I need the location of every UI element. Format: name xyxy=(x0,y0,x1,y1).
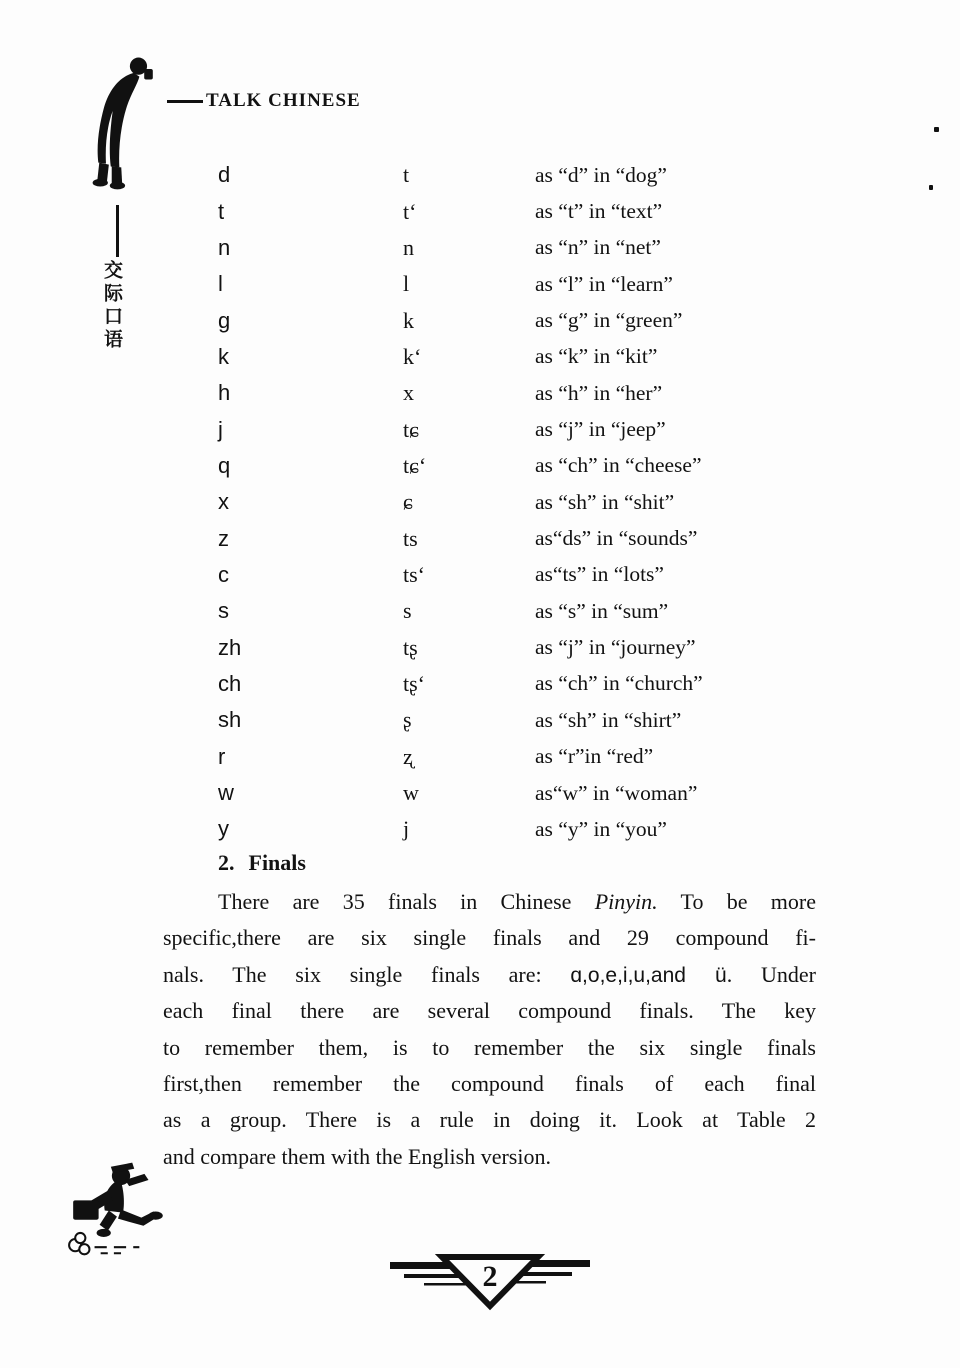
paragraph-line xyxy=(163,884,816,920)
ipa-symbol: ʂ xyxy=(403,707,412,733)
table-row xyxy=(218,775,838,811)
ipa-symbol: t‘ xyxy=(403,198,417,224)
pinyin-initial: j xyxy=(218,416,223,442)
page-number: 2 xyxy=(482,1260,498,1293)
pinyin-initial: n xyxy=(218,234,231,260)
paragraph-text: To be more xyxy=(657,889,816,914)
english-gloss: as “r”in “red” xyxy=(535,744,654,769)
ipa-symbol: tʂ xyxy=(403,634,418,660)
english-gloss: as “n” in “net” xyxy=(535,235,661,260)
finals-paragraph xyxy=(163,884,816,1175)
pinyin-initial: k xyxy=(218,343,229,369)
pinyin-initial: s xyxy=(218,598,229,624)
paragraph-line: and compare them with the English version. xyxy=(163,1143,551,1169)
page-number-ornament xyxy=(390,1250,590,1312)
english-gloss: as “sh” in “shit” xyxy=(535,489,675,514)
table-row xyxy=(218,448,838,484)
table-row xyxy=(218,593,838,629)
paragraph-line: as a group. There is a rule in doing it. Look at Table 2 xyxy=(163,1107,816,1133)
table-row xyxy=(218,157,838,193)
table-row xyxy=(218,739,838,775)
table-row xyxy=(218,375,838,411)
table-row xyxy=(218,266,838,302)
english-gloss: as “h” in “her” xyxy=(535,380,663,405)
table-row xyxy=(218,666,838,702)
english-gloss: as“ts” in “lots” xyxy=(535,562,664,587)
english-gloss: as “y” in “you” xyxy=(535,816,667,841)
english-gloss: as “ch” in “church” xyxy=(535,671,703,696)
ipa-symbol: j xyxy=(403,816,410,842)
ipa-symbol: k xyxy=(403,307,414,333)
header-rule xyxy=(167,100,203,103)
running-man-icon xyxy=(64,1155,176,1263)
pinyin-initial: ch xyxy=(218,670,242,696)
pinyin-initial: z xyxy=(218,525,229,551)
pinyin-initial: q xyxy=(218,452,231,478)
pinyin-initial: l xyxy=(218,271,223,297)
section-heading xyxy=(218,850,306,876)
ipa-symbol: x xyxy=(403,380,414,406)
english-gloss: as “d” in “dog” xyxy=(535,162,667,187)
paragraph-line: first,then remember the compound finals of each final xyxy=(163,1070,816,1096)
english-gloss: as “t” in “text” xyxy=(535,199,663,224)
series-title-vertical: 交际口语 xyxy=(101,260,122,352)
paragraph-text: . Under xyxy=(726,961,816,987)
english-gloss: as “g” in “green” xyxy=(535,308,683,333)
paragraph-line: each final there are several compound finals. The key xyxy=(163,998,816,1024)
english-gloss: as “l” in “learn” xyxy=(535,271,673,296)
paragraph-text: nals. The six single finals are: xyxy=(163,961,571,987)
sidebar-rule xyxy=(116,205,119,257)
ipa-symbol: tʂ‘ xyxy=(403,670,425,696)
pinyin-initial: r xyxy=(218,743,226,769)
pinyin-initial: w xyxy=(218,780,234,806)
paragraph-line: to remember them, is to remember the six single finals xyxy=(163,1034,816,1060)
english-gloss: as “k” in “kit” xyxy=(535,344,658,369)
ipa-symbol: n xyxy=(403,234,414,260)
english-gloss: as“w” in “woman” xyxy=(535,780,698,805)
paragraph-line xyxy=(163,957,816,993)
section-number: 2. xyxy=(218,850,235,875)
pinyin-initial: x xyxy=(218,489,229,515)
ipa-symbol: s xyxy=(403,598,412,624)
section-title: Finals xyxy=(248,850,306,875)
talking-man-icon xyxy=(84,52,170,194)
english-gloss: as “j” in “journey” xyxy=(535,635,696,660)
pinyin-initial: t xyxy=(218,198,225,224)
table-row xyxy=(218,411,838,447)
ipa-symbol: k‘ xyxy=(403,343,422,369)
ipa-symbol: l xyxy=(403,271,410,297)
table-row xyxy=(218,557,838,593)
table-row xyxy=(218,339,838,375)
table-row xyxy=(218,811,838,847)
pinyin-initial: y xyxy=(218,816,229,842)
ipa-symbol: ɕ xyxy=(403,489,413,515)
english-gloss: as “ch” in “cheese” xyxy=(535,453,702,478)
english-gloss: as“ds” in “sounds” xyxy=(535,526,698,551)
pinyin-initial: zh xyxy=(218,634,242,660)
scan-speck xyxy=(929,185,933,190)
table-row xyxy=(218,230,838,266)
ipa-symbol: tɕ xyxy=(403,416,419,442)
english-gloss: as “j” in “jeep” xyxy=(535,417,666,442)
table-row xyxy=(218,520,838,556)
english-gloss: as “sh” in “shirt” xyxy=(535,707,682,732)
table-row xyxy=(218,702,838,738)
table-row xyxy=(218,193,838,229)
single-finals-list: ɑ,o,e,i,u,and ü xyxy=(570,963,727,987)
english-gloss: as “s” in “sum” xyxy=(535,598,669,623)
scan-speck xyxy=(934,127,939,132)
pinyin-initial: d xyxy=(218,162,231,188)
ipa-symbol: tɕ‘ xyxy=(403,452,427,478)
pinyin-initial: sh xyxy=(218,707,242,733)
paragraph-text: There are 35 finals in Chinese xyxy=(218,889,595,914)
pinyin-initial: h xyxy=(218,380,231,406)
ipa-symbol: ʐ xyxy=(403,743,413,769)
table-row xyxy=(218,629,838,665)
ipa-symbol: ts‘ xyxy=(403,561,425,587)
pinyin-initial: c xyxy=(218,561,229,587)
ipa-symbol: ts xyxy=(403,525,418,551)
book-title: TALK CHINESE xyxy=(206,90,361,111)
table-row xyxy=(218,484,838,520)
ipa-symbol: w xyxy=(403,780,419,806)
ipa-symbol: t xyxy=(403,162,410,188)
pinyin-initial: g xyxy=(218,307,231,333)
table-row xyxy=(218,302,838,338)
initials-pronunciation-table xyxy=(218,157,838,848)
paragraph-line: specific,there are six single finals and 29 compound fi- xyxy=(163,925,816,951)
pinyin-term-italic: Pinyin. xyxy=(594,889,658,914)
